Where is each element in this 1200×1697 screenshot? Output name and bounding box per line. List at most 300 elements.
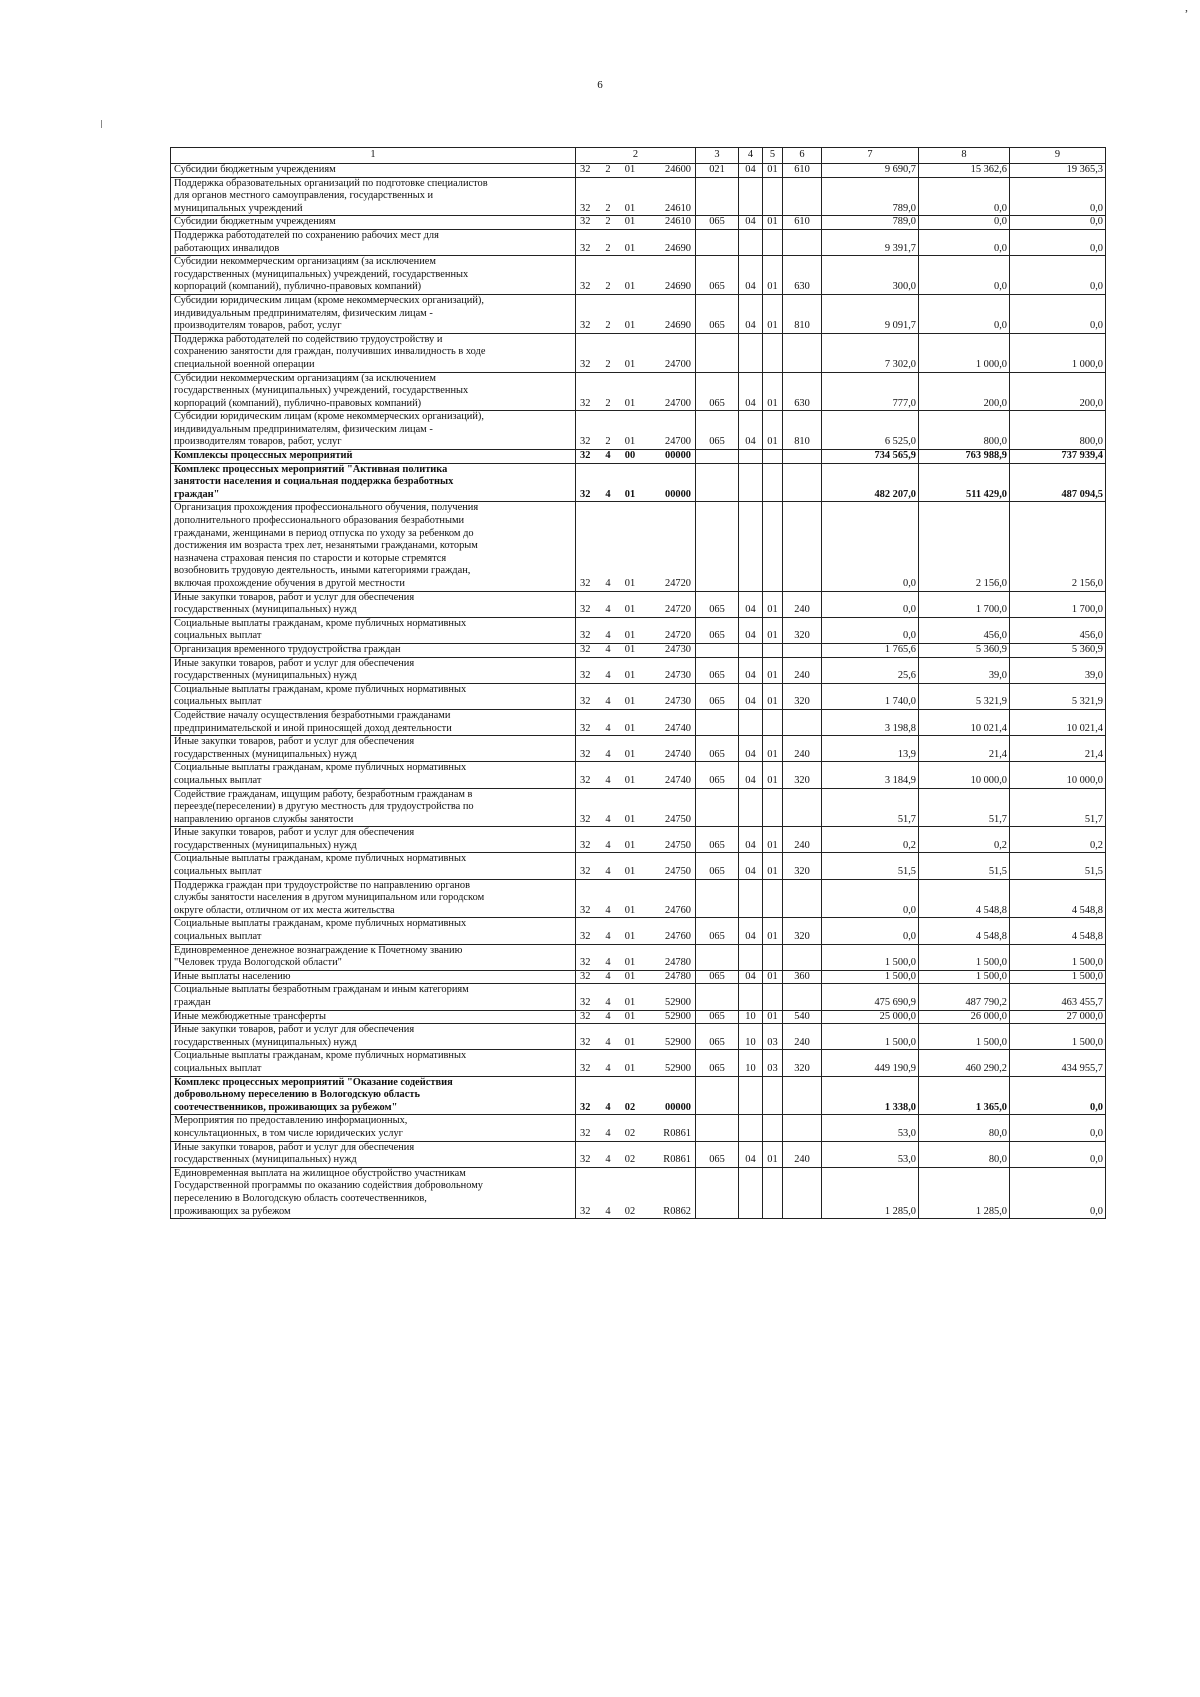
table-row xyxy=(171,216,1106,230)
ministry-code-cell xyxy=(696,788,739,827)
subsection-cell: 01 xyxy=(763,256,783,295)
amount-col9-cell: 4 548,8 xyxy=(1010,918,1106,944)
header-cell: 3 xyxy=(696,148,739,164)
code-part: 24700 xyxy=(665,358,691,370)
code-part: 4 xyxy=(605,931,611,943)
code-part: 32 xyxy=(580,202,591,214)
program-code xyxy=(580,1011,691,1024)
expense-type-cell xyxy=(783,944,822,970)
row-name-cell: Субсидии некоммерческим организациям (за исключением государственных (муниципальных) учреждений, государственных корпораций (компаний), публично-правовых компаний) xyxy=(171,256,576,295)
expense-type-cell xyxy=(783,643,822,657)
row-code-cell xyxy=(576,164,696,178)
table-row xyxy=(171,944,1106,970)
section-cell xyxy=(739,1076,763,1115)
amount-col8-cell: 1 000,0 xyxy=(919,333,1010,372)
subsection-cell: 01 xyxy=(763,970,783,984)
code-part: 4 xyxy=(605,696,611,708)
section-cell: 10 xyxy=(739,1010,763,1024)
row-code-cell xyxy=(576,502,696,591)
amount-col9-cell: 463 455,7 xyxy=(1010,984,1106,1010)
amount-col7-cell: 1 500,0 xyxy=(822,1024,919,1050)
subsection-cell: 01 xyxy=(763,617,783,643)
amount-col9-cell: 0,0 xyxy=(1010,1141,1106,1167)
row-name-cell: Иные выплаты населению xyxy=(171,970,576,984)
section-cell: 04 xyxy=(739,970,763,984)
amount-col9-cell: 10 021,4 xyxy=(1010,709,1106,735)
table-row xyxy=(171,683,1106,709)
amount-col9-cell: 0,0 xyxy=(1010,216,1106,230)
code-part: 2 xyxy=(605,216,611,228)
amount-col8-cell: 0,0 xyxy=(919,229,1010,255)
row-code-cell xyxy=(576,617,696,643)
code-part: 01 xyxy=(624,696,636,708)
code-part: 01 xyxy=(624,970,636,982)
ministry-code-cell: 065 xyxy=(696,256,739,295)
amount-col7-cell: 0,0 xyxy=(822,591,919,617)
table-row xyxy=(171,164,1106,178)
section-cell: 04 xyxy=(739,827,763,853)
program-code xyxy=(580,203,691,216)
row-name-cell: Социальные выплаты гражданам, кроме публичных нормативных социальных выплат xyxy=(171,1050,576,1076)
code-part: 32 xyxy=(580,578,591,589)
code-part: 24720 xyxy=(665,630,691,642)
ministry-code-cell: 065 xyxy=(696,736,739,762)
code-part: 32 xyxy=(580,630,591,642)
section-cell xyxy=(739,177,763,216)
amount-col7-cell: 9 690,7 xyxy=(822,164,919,178)
expense-type-cell xyxy=(783,879,822,918)
program-code xyxy=(580,489,691,502)
subsection-cell: 01 xyxy=(763,591,783,617)
subsection-cell xyxy=(763,1115,783,1141)
expense-type-cell: 240 xyxy=(783,1141,822,1167)
ministry-code-cell xyxy=(696,1115,739,1141)
expense-type-cell: 320 xyxy=(783,918,822,944)
ministry-code-cell: 065 xyxy=(696,970,739,984)
expense-type-cell: 630 xyxy=(783,372,822,411)
subsection-cell: 01 xyxy=(763,1010,783,1024)
amount-col7-cell: 1 500,0 xyxy=(822,944,919,970)
subsection-cell: 01 xyxy=(763,216,783,230)
subsection-cell: 01 xyxy=(763,853,783,879)
row-code-cell xyxy=(576,591,696,617)
row-name-cell: Иные межбюджетные трансферты xyxy=(171,1010,576,1024)
row-name-cell: Иные закупки товаров, работ и услуг для обеспечения государственных (муниципальных) нужд xyxy=(171,736,576,762)
code-part: 24780 xyxy=(665,970,691,982)
code-part: 01 xyxy=(624,997,636,1008)
section-cell xyxy=(739,450,763,464)
expense-type-cell: 360 xyxy=(783,970,822,984)
expense-type-cell xyxy=(783,984,822,1010)
table-row xyxy=(171,229,1106,255)
code-part: 01 xyxy=(624,931,636,943)
table-row xyxy=(171,177,1106,216)
row-code-cell xyxy=(576,450,696,464)
ministry-code-cell xyxy=(696,1076,739,1115)
amount-col8-cell: 80,0 xyxy=(919,1115,1010,1141)
code-part: 32 xyxy=(580,748,591,760)
expense-type-cell xyxy=(783,333,822,372)
subsection-cell xyxy=(763,788,783,827)
code-part: 32 xyxy=(580,997,591,1008)
amount-col7-cell: 0,2 xyxy=(822,827,919,853)
amount-col7-cell: 449 190,9 xyxy=(822,1050,919,1076)
code-part: 01 xyxy=(624,957,636,969)
code-part: 32 xyxy=(580,281,591,293)
code-part: 4 xyxy=(605,748,611,760)
section-cell xyxy=(739,463,763,502)
expense-type-cell: 240 xyxy=(783,657,822,683)
section-cell: 04 xyxy=(739,853,763,879)
subsection-cell xyxy=(763,1167,783,1218)
amount-col9-cell: 0,0 xyxy=(1010,1076,1106,1115)
program-code xyxy=(580,1102,691,1115)
ministry-code-cell: 065 xyxy=(696,1050,739,1076)
amount-col9-cell: 0,0 xyxy=(1010,229,1106,255)
code-part: 24780 xyxy=(665,957,691,969)
row-name-cell: Поддержка работодателей по сохранению рабочих мест для работающих инвалидов xyxy=(171,229,576,255)
ministry-code-cell xyxy=(696,1167,739,1218)
code-part: 4 xyxy=(605,997,611,1008)
code-part: 24730 xyxy=(665,670,691,682)
amount-col8-cell: 10 000,0 xyxy=(919,762,1010,788)
amount-col9-cell: 51,7 xyxy=(1010,788,1106,827)
program-code xyxy=(580,216,691,229)
row-name-cell: Иные закупки товаров, работ и услуг для обеспечения государственных (муниципальных) нужд xyxy=(171,827,576,853)
table-row xyxy=(171,333,1106,372)
code-part: 02 xyxy=(624,1154,636,1166)
code-part: 01 xyxy=(624,578,636,589)
row-code-cell xyxy=(576,643,696,657)
amount-col9-cell: 200,0 xyxy=(1010,372,1106,411)
code-part: 52900 xyxy=(665,1036,691,1048)
program-code xyxy=(580,814,691,827)
subsection-cell xyxy=(763,879,783,918)
amount-col9-cell: 0,2 xyxy=(1010,827,1106,853)
amount-col8-cell: 2 156,0 xyxy=(919,502,1010,591)
code-part: 24690 xyxy=(665,281,691,293)
code-part: 01 xyxy=(624,839,636,851)
amount-col7-cell: 482 207,0 xyxy=(822,463,919,502)
program-code xyxy=(580,320,691,333)
code-part: 32 xyxy=(580,866,591,878)
code-part: 32 xyxy=(580,604,591,616)
code-part: 01 xyxy=(624,1062,636,1074)
code-part: 01 xyxy=(624,436,636,448)
code-part: 01 xyxy=(624,1010,636,1022)
amount-col7-cell: 0,0 xyxy=(822,918,919,944)
amount-col9-cell: 456,0 xyxy=(1010,617,1106,643)
row-name-cell: Социальные выплаты гражданам, кроме публичных нормативных социальных выплат xyxy=(171,683,576,709)
subsection-cell: 01 xyxy=(763,918,783,944)
amount-col7-cell: 0,0 xyxy=(822,617,919,643)
amount-col7-cell: 789,0 xyxy=(822,216,919,230)
code-part: 01 xyxy=(624,643,636,655)
row-code-cell xyxy=(576,372,696,411)
row-name-cell: Поддержка граждан при трудоустройстве по направлению органов службы занятости населения в другом муниципальном или городском округе области, отличном от их места жительства xyxy=(171,879,576,918)
amount-col7-cell: 3 198,8 xyxy=(822,709,919,735)
header-cell: 9 xyxy=(1010,148,1106,164)
code-part: 01 xyxy=(624,904,636,916)
header-cell: 8 xyxy=(919,148,1010,164)
amount-col8-cell: 0,0 xyxy=(919,256,1010,295)
program-code xyxy=(580,359,691,372)
code-part: 32 xyxy=(580,643,591,655)
header-cell: 4 xyxy=(739,148,763,164)
code-part: 2 xyxy=(605,436,611,448)
code-part: 2 xyxy=(605,164,611,175)
header-row xyxy=(171,148,1106,164)
expense-type-cell xyxy=(783,463,822,502)
table-row xyxy=(171,294,1106,333)
code-part: 24690 xyxy=(665,242,691,254)
code-part: 2 xyxy=(605,242,611,254)
table-row xyxy=(171,788,1106,827)
code-part: 32 xyxy=(580,1010,591,1022)
code-part: 2 xyxy=(605,281,611,293)
code-part: 32 xyxy=(580,1101,591,1113)
expense-type-cell xyxy=(783,1115,822,1141)
table-row xyxy=(171,463,1106,502)
amount-col7-cell: 51,5 xyxy=(822,853,919,879)
code-part: 32 xyxy=(580,397,591,409)
expense-type-cell: 810 xyxy=(783,411,822,450)
subsection-cell: 01 xyxy=(763,762,783,788)
code-part: 24750 xyxy=(665,866,691,878)
expense-type-cell: 320 xyxy=(783,762,822,788)
row-code-cell xyxy=(576,411,696,450)
row-name-cell: Комплексы процессных мероприятий xyxy=(171,450,576,464)
table-row xyxy=(171,502,1106,591)
amount-col8-cell: 1 500,0 xyxy=(919,944,1010,970)
program-code xyxy=(580,578,691,591)
row-name-cell: Поддержка образовательных организаций по подготовке специалистов для органов местного самоуправления, государственных и муниципальных учреждений xyxy=(171,177,576,216)
budget-table-container xyxy=(170,147,1106,1219)
amount-col9-cell: 5 360,9 xyxy=(1010,643,1106,657)
ministry-code-cell: 065 xyxy=(696,762,739,788)
code-part: 4 xyxy=(605,774,611,786)
row-code-cell xyxy=(576,256,696,295)
amount-col7-cell: 3 184,9 xyxy=(822,762,919,788)
header-cell: 2 xyxy=(576,148,696,164)
amount-col8-cell: 5 321,9 xyxy=(919,683,1010,709)
ministry-code-cell: 021 xyxy=(696,164,739,178)
amount-col8-cell: 15 362,6 xyxy=(919,164,1010,178)
amount-col9-cell: 10 000,0 xyxy=(1010,762,1106,788)
row-name-cell: Содействие гражданам, ищущим работу, безработным гражданам в переезде(переселении) в другую местность для трудоустройства по направлению органов службы занятости xyxy=(171,788,576,827)
section-cell: 04 xyxy=(739,1141,763,1167)
program-code xyxy=(580,630,691,643)
expense-type-cell xyxy=(783,502,822,591)
row-name-cell: Социальные выплаты безработным гражданам и иным категориям граждан xyxy=(171,984,576,1010)
subsection-cell: 01 xyxy=(763,411,783,450)
table-row xyxy=(171,709,1106,735)
row-name-cell: Субсидии юридическим лицам (кроме некоммерческих организаций), индивидуальным предпринимателям, физическим лицам - производителям товаров, работ, услуг xyxy=(171,294,576,333)
row-code-cell xyxy=(576,657,696,683)
expense-type-cell: 240 xyxy=(783,736,822,762)
code-part: 4 xyxy=(605,630,611,642)
program-code xyxy=(580,840,691,853)
section-cell xyxy=(739,984,763,1010)
code-part: 32 xyxy=(580,722,591,734)
table-row xyxy=(171,372,1106,411)
amount-col9-cell: 487 094,5 xyxy=(1010,463,1106,502)
table-row xyxy=(171,1115,1106,1141)
program-code xyxy=(580,723,691,736)
row-code-cell xyxy=(576,683,696,709)
program-code xyxy=(580,1063,691,1076)
amount-col9-cell: 1 500,0 xyxy=(1010,1024,1106,1050)
row-code-cell xyxy=(576,788,696,827)
amount-col9-cell: 5 321,9 xyxy=(1010,683,1106,709)
code-part: 24740 xyxy=(665,722,691,734)
amount-col7-cell: 1 500,0 xyxy=(822,970,919,984)
code-part: 01 xyxy=(624,202,636,214)
amount-col8-cell: 51,7 xyxy=(919,788,1010,827)
code-part: 4 xyxy=(605,970,611,982)
row-name-cell: Иные закупки товаров, работ и услуг для обеспечения государственных (муниципальных) нужд xyxy=(171,591,576,617)
ministry-code-cell xyxy=(696,450,739,464)
program-code xyxy=(580,398,691,411)
table-row xyxy=(171,736,1106,762)
row-name-cell: Поддержка работодателей по содействию трудоустройству и сохранению занятости для граждан, получивших инвалидность в ходе специальной военной операции xyxy=(171,333,576,372)
code-part: 00000 xyxy=(665,1101,691,1113)
code-part: 32 xyxy=(580,970,591,982)
code-part: 24750 xyxy=(665,839,691,851)
subsection-cell: 03 xyxy=(763,1024,783,1050)
row-code-cell xyxy=(576,984,696,1010)
subsection-cell: 01 xyxy=(763,164,783,178)
row-code-cell xyxy=(576,970,696,984)
row-code-cell xyxy=(576,294,696,333)
section-cell: 04 xyxy=(739,411,763,450)
code-part: 32 xyxy=(580,957,591,969)
amount-col8-cell: 4 548,8 xyxy=(919,918,1010,944)
code-part: 32 xyxy=(580,216,591,228)
row-code-cell xyxy=(576,1076,696,1115)
subsection-cell xyxy=(763,1076,783,1115)
code-part: 01 xyxy=(624,722,636,734)
header-cell: 5 xyxy=(763,148,783,164)
header-cell: 7 xyxy=(822,148,919,164)
section-cell xyxy=(739,333,763,372)
amount-col8-cell: 51,5 xyxy=(919,853,1010,879)
table-row xyxy=(171,970,1106,984)
row-name-cell: Единовременное денежное вознаграждение к Почетному званию "Человек труда Вологодской области" xyxy=(171,944,576,970)
code-part: 32 xyxy=(580,450,591,462)
code-part: 52900 xyxy=(665,997,691,1008)
row-code-cell xyxy=(576,879,696,918)
row-code-cell xyxy=(576,1141,696,1167)
subsection-cell xyxy=(763,643,783,657)
code-part: 01 xyxy=(624,281,636,293)
section-cell: 04 xyxy=(739,164,763,178)
code-part: 4 xyxy=(605,670,611,682)
code-part: 00000 xyxy=(665,450,691,462)
row-code-cell xyxy=(576,229,696,255)
table-row xyxy=(171,1024,1106,1050)
expense-type-cell xyxy=(783,788,822,827)
row-name-cell: Организация прохождения профессионального обучения, получения дополнительного профессионального образования безработными гражданами, женщинами в период отпуска по уходу за ребенком до достижения им возраста трех лет, незанятыми гражданами, которым назначена страховая пенсия по старости и которые стремятся возобновить трудовую деятельность, иными категориями граждан, включая прохождение обучения в другой местности xyxy=(171,502,576,591)
section-cell: 04 xyxy=(739,294,763,333)
code-part: 24690 xyxy=(665,320,691,332)
amount-col8-cell: 460 290,2 xyxy=(919,1050,1010,1076)
section-cell: 04 xyxy=(739,657,763,683)
ministry-code-cell: 065 xyxy=(696,591,739,617)
code-part: 32 xyxy=(580,670,591,682)
expense-type-cell xyxy=(783,709,822,735)
code-part: 32 xyxy=(580,839,591,851)
code-part: 4 xyxy=(605,1036,611,1048)
code-part: R0862 xyxy=(663,1205,691,1217)
code-part: 2 xyxy=(605,202,611,214)
row-code-cell xyxy=(576,736,696,762)
code-part: 2 xyxy=(605,320,611,332)
ministry-code-cell xyxy=(696,229,739,255)
section-cell: 04 xyxy=(739,736,763,762)
row-code-cell xyxy=(576,1050,696,1076)
amount-col9-cell: 1 700,0 xyxy=(1010,591,1106,617)
code-part: 4 xyxy=(605,488,611,500)
expense-type-cell xyxy=(783,1076,822,1115)
code-part: 4 xyxy=(605,578,611,589)
code-part: 32 xyxy=(580,1205,591,1217)
program-code xyxy=(580,749,691,762)
row-name-cell: Субсидии некоммерческим организациям (за исключением государственных (муниципальных) учреждений, государственных корпораций (компаний), публично-правовых компаний) xyxy=(171,372,576,411)
code-part: 2 xyxy=(605,397,611,409)
table-row xyxy=(171,1010,1106,1024)
ministry-code-cell xyxy=(696,463,739,502)
code-part: 02 xyxy=(624,1205,636,1217)
section-cell: 04 xyxy=(739,256,763,295)
section-cell xyxy=(739,229,763,255)
expense-type-cell xyxy=(783,177,822,216)
table-row xyxy=(171,411,1106,450)
amount-col7-cell: 777,0 xyxy=(822,372,919,411)
code-part: 32 xyxy=(580,164,591,175)
code-part: 01 xyxy=(624,488,636,500)
subsection-cell: 01 xyxy=(763,683,783,709)
amount-col8-cell: 5 360,9 xyxy=(919,643,1010,657)
code-part: 32 xyxy=(580,904,591,916)
row-name-cell: Комплекс процессных мероприятий "Активная политика занятости населения и социальная поддержка безработных граждан" xyxy=(171,463,576,502)
ministry-code-cell: 065 xyxy=(696,1141,739,1167)
ministry-code-cell xyxy=(696,177,739,216)
section-cell: 04 xyxy=(739,918,763,944)
program-code xyxy=(580,164,691,177)
code-part: 32 xyxy=(580,488,591,500)
subsection-cell xyxy=(763,709,783,735)
subsection-cell: 01 xyxy=(763,294,783,333)
expense-type-cell xyxy=(783,229,822,255)
row-code-cell xyxy=(576,709,696,735)
subsection-cell xyxy=(763,229,783,255)
amount-col9-cell: 737 939,4 xyxy=(1010,450,1106,464)
header-cell: 1 xyxy=(171,148,576,164)
code-part: 32 xyxy=(580,696,591,708)
section-cell xyxy=(739,709,763,735)
code-part: 01 xyxy=(624,358,636,370)
amount-col7-cell: 53,0 xyxy=(822,1141,919,1167)
code-part: 4 xyxy=(605,813,611,825)
code-part: 32 xyxy=(580,242,591,254)
row-code-cell xyxy=(576,463,696,502)
subsection-cell xyxy=(763,944,783,970)
amount-col9-cell: 4 548,8 xyxy=(1010,879,1106,918)
section-cell xyxy=(739,879,763,918)
code-part: 01 xyxy=(624,774,636,786)
amount-col8-cell: 39,0 xyxy=(919,657,1010,683)
